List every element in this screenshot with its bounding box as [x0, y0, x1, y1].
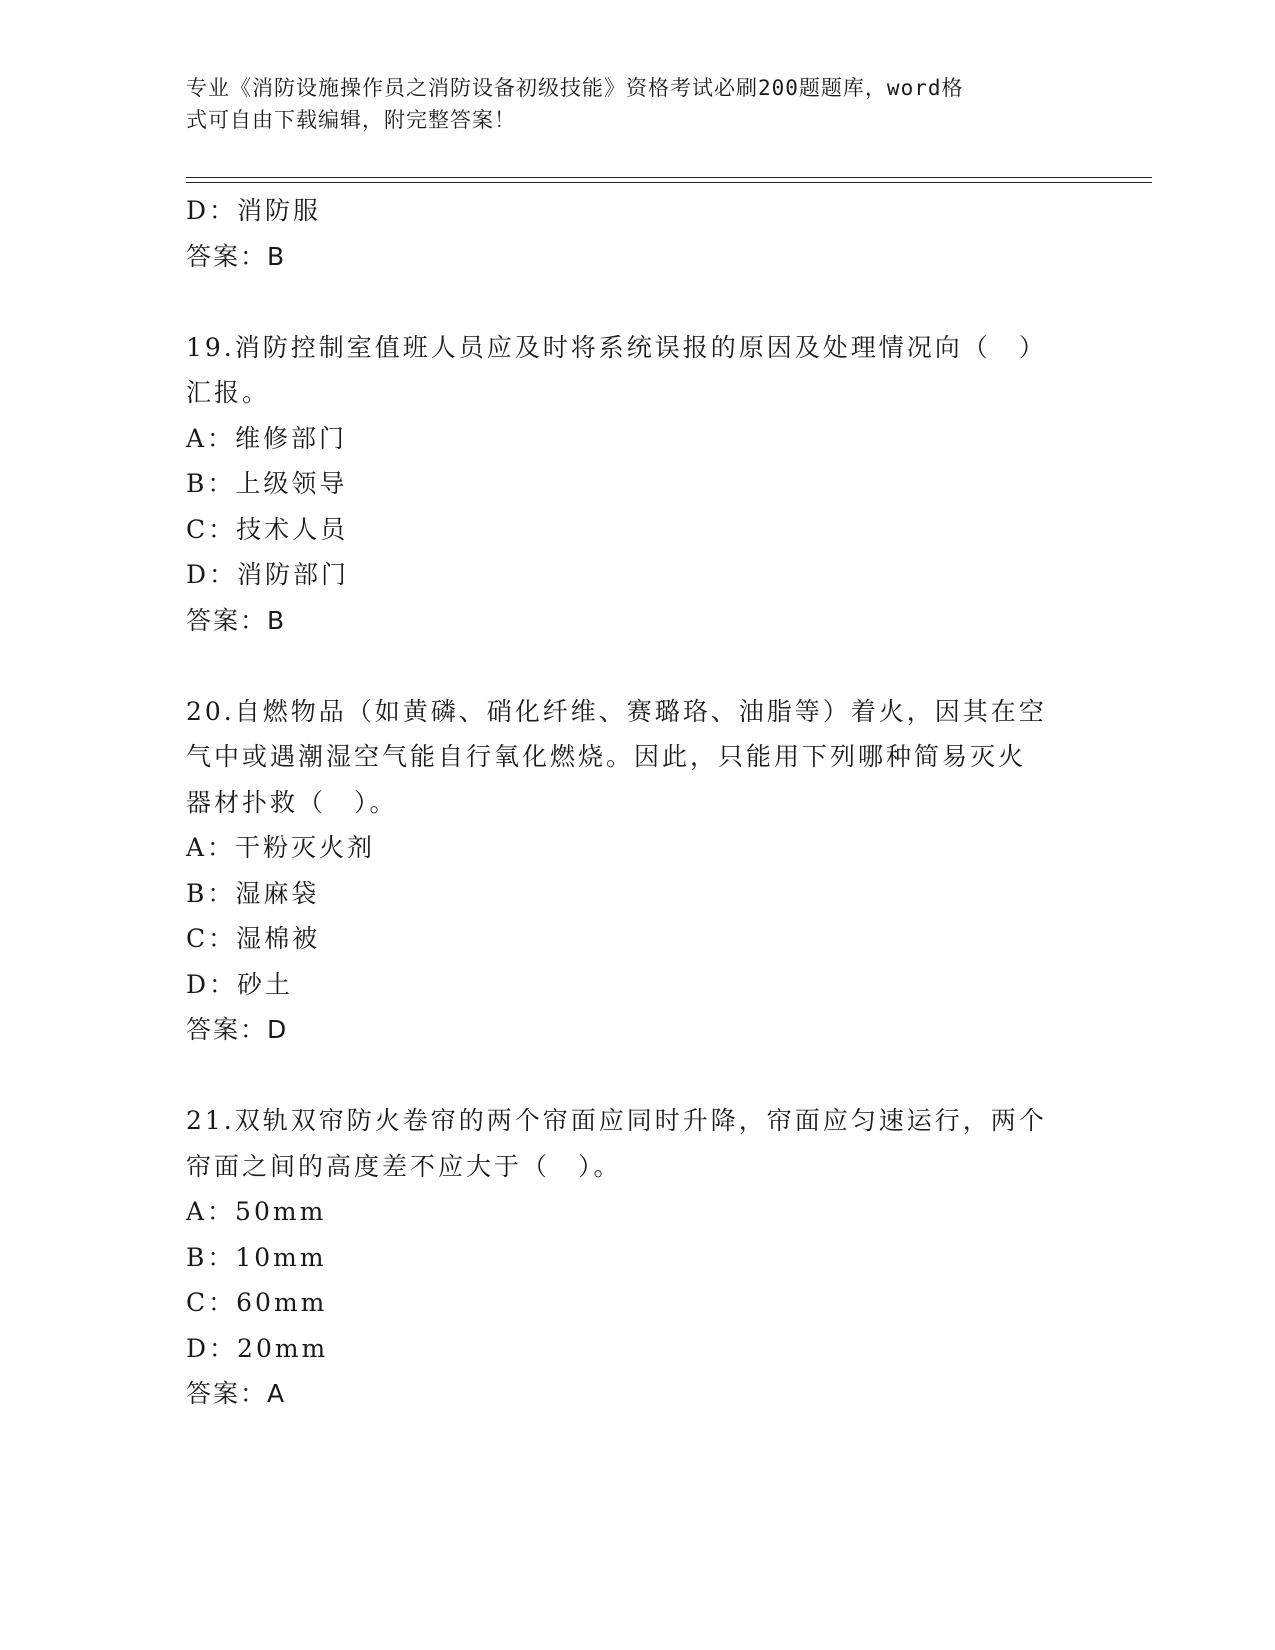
question-stem: 19.消防控制室值班人员应及时将系统误报的原因及处理情况向（ ） [186, 332, 1047, 362]
spacer [186, 643, 1086, 689]
answer-line: 答案：A [186, 1379, 287, 1408]
option-d: D：20mm [186, 1333, 329, 1363]
question-stem: 20.自燃物品（如黄磷、硝化纤维、赛璐珞、油脂等）着火，因其在空 [186, 696, 1047, 726]
question-stem: 帘面之间的高度差不应大于（ ）。 [186, 1151, 622, 1181]
header-line-1: 专业《消防设施操作员之消防设备初级技能》资格考试必刷200题题库，word格 [186, 76, 964, 100]
question-21 [186, 1098, 1086, 1417]
question-stem: 器材扑救（ ）。 [186, 787, 398, 817]
option-c: C：技术人员 [186, 514, 349, 544]
answer-line: 答案：B [186, 241, 287, 271]
option-a: A：干粉灭火剂 [186, 833, 376, 862]
option-a: A：维修部门 [186, 423, 348, 453]
option-d: D：消防部门 [186, 560, 350, 589]
question-stem: 21.双轨双帘防火卷帘的两个帘面应同时升降，帘面应匀速运行，两个 [186, 1106, 1047, 1135]
option-c: C：湿棉被 [186, 924, 321, 953]
header-line-2: 式可自由下载编辑，附完整答案！ [186, 108, 516, 132]
header-divider-bottom [186, 182, 1152, 183]
answer-line: 答案：B [186, 605, 287, 635]
option-d: D：消防服 [186, 196, 322, 225]
question-list [186, 188, 1086, 1417]
option-b: B：湿麻袋 [186, 878, 320, 908]
document-header [186, 72, 1066, 136]
question-20 [186, 689, 1086, 1053]
spacer [186, 279, 1086, 325]
option-d: D：砂土 [186, 969, 294, 999]
previous-question-tail [186, 188, 1086, 279]
option-c: C：60mm [186, 1288, 328, 1317]
question-19 [186, 325, 1086, 644]
spacer [186, 1053, 1086, 1099]
option-b: B：10mm [186, 1242, 327, 1272]
question-stem: 气中或遇潮湿空气能自行氧化燃烧。因此，只能用下列哪种简易灭火 [186, 742, 1027, 771]
answer-line: 答案：D [186, 1015, 289, 1044]
question-stem: 汇报。 [186, 378, 271, 407]
header-divider-top [186, 177, 1152, 178]
option-a: A：50mm [186, 1197, 327, 1226]
option-b: B：上级领导 [186, 469, 348, 498]
